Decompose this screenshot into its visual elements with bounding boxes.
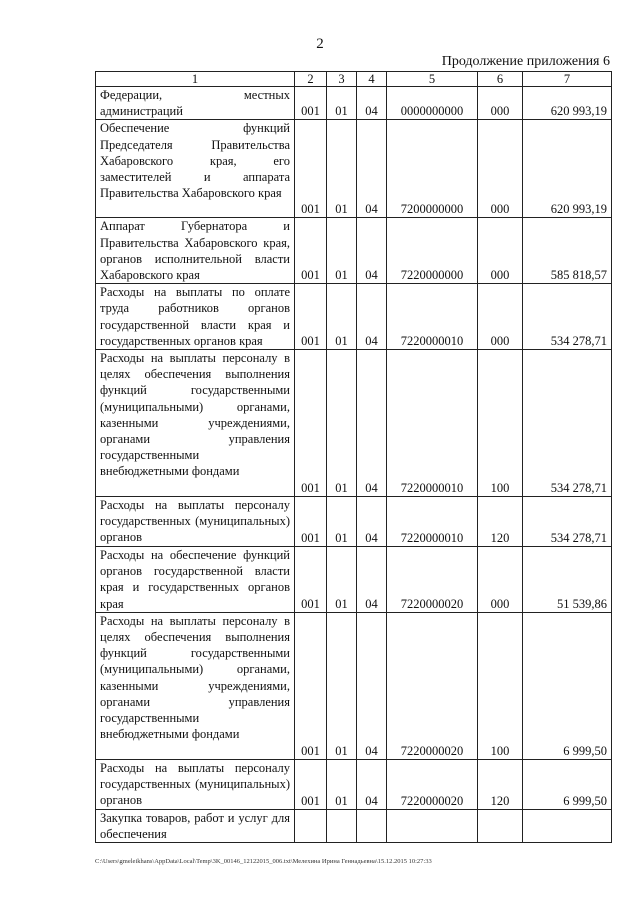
cell-subsection: 04 [357,612,387,759]
cell-type: 120 [478,497,523,547]
cell-target [387,809,478,842]
cell-subsection: 04 [357,350,387,497]
table-row [96,547,612,613]
cell-amount: 620 993,19 [523,120,612,218]
cell-amount: 620 993,19 [523,87,612,120]
footer-file-path: C:\Users\gmeleikhans\AppData\Local\Temp\3K_00146_12122015_006.txt\Мелехина Ирина Геннадьевна\15.12.2015 10:27:33 [95,858,432,865]
cell-amount: 585 818,57 [523,218,612,284]
header-cell: 5 [387,72,478,87]
header-cell: 7 [523,72,612,87]
cell-subsection [357,809,387,842]
table-row [96,218,612,284]
cell-target: 7200000000 [387,120,478,218]
row-name: Обеспечение функций Председателя Правительства Хабаровского края, его заместителей и аппарата Правительства Хабаровского края [96,120,295,218]
header-cell: 3 [327,72,357,87]
cell-type: 000 [478,120,523,218]
cell-code: 001 [295,284,327,350]
cell-target: 0000000000 [387,87,478,120]
cell-type: 000 [478,218,523,284]
cell-code [295,809,327,842]
header-cell: 6 [478,72,523,87]
cell-subsection: 04 [357,284,387,350]
cell-code: 001 [295,497,327,547]
cell-target: 7220000000 [387,218,478,284]
cell-subsection: 04 [357,497,387,547]
row-name: Расходы на обеспечение функций органов государственной власти края и государственных органов края [96,547,295,613]
cell-type [478,809,523,842]
table-row [96,87,612,120]
cell-amount: 6 999,50 [523,612,612,759]
table-row [96,759,612,809]
cell-code: 001 [295,87,327,120]
cell-code: 001 [295,218,327,284]
cell-section: 01 [327,350,357,497]
row-name: Расходы на выплаты персоналу государственных (муниципальных) органов [96,759,295,809]
cell-type: 100 [478,612,523,759]
cell-amount: 534 278,71 [523,284,612,350]
cell-amount: 534 278,71 [523,497,612,547]
cell-type: 000 [478,284,523,350]
cell-subsection: 04 [357,87,387,120]
header-cell: 4 [357,72,387,87]
cell-target: 7220000010 [387,350,478,497]
cell-amount: 51 539,86 [523,547,612,613]
cell-target: 7220000020 [387,547,478,613]
row-name: Расходы на выплаты персоналу государственных (муниципальных) органов [96,497,295,547]
cell-section: 01 [327,218,357,284]
cell-type: 000 [478,547,523,613]
cell-subsection: 04 [357,759,387,809]
cell-amount: 6 999,50 [523,759,612,809]
cell-section: 01 [327,497,357,547]
row-name: Расходы на выплаты по оплате труда работников органов государственной власти края и государственных органов края [96,284,295,350]
table-row [96,497,612,547]
table-row [96,809,612,842]
header-cell: 2 [295,72,327,87]
cell-subsection: 04 [357,120,387,218]
row-name: Закупка товаров, работ и услуг для обеспечения [96,809,295,842]
header-cell: 1 [96,72,295,87]
cell-target: 7220000020 [387,612,478,759]
page-number: 2 [316,36,324,52]
row-name: Расходы на выплаты персоналу в целях обеспечения выполнения функций государственными (муниципальными) органами, казенными учреждениями, органами управления государственными внебюджетными фондами [96,350,295,497]
table-row [96,120,612,218]
cell-section [327,809,357,842]
cell-subsection: 04 [357,218,387,284]
row-name: Федерации, местных администраций [96,87,295,120]
cell-target: 7220000010 [387,284,478,350]
cell-code: 001 [295,547,327,613]
cell-code: 001 [295,350,327,497]
cell-amount: 534 278,71 [523,350,612,497]
cell-section: 01 [327,759,357,809]
continuation-title: Продолжение приложения 6 [441,54,610,69]
cell-type: 120 [478,759,523,809]
cell-code: 001 [295,759,327,809]
cell-section: 01 [327,612,357,759]
cell-type: 100 [478,350,523,497]
table-header-row [96,72,612,87]
row-name: Расходы на выплаты персоналу в целях обеспечения выполнения функций государственными (муниципальными) органами, казенными учреждениями, органами управления государственными внебюджетными фондами [96,612,295,759]
cell-amount [523,809,612,842]
cell-subsection: 04 [357,547,387,613]
cell-section: 01 [327,284,357,350]
table-row [96,350,612,497]
cell-target: 7220000020 [387,759,478,809]
cell-code: 001 [295,612,327,759]
cell-target: 7220000010 [387,497,478,547]
cell-section: 01 [327,87,357,120]
cell-section: 01 [327,547,357,613]
table-row [96,612,612,759]
table-row [96,284,612,350]
cell-type: 000 [478,87,523,120]
budget-table [95,71,612,843]
cell-section: 01 [327,120,357,218]
cell-code: 001 [295,120,327,218]
row-name: Аппарат Губернатора и Правительства Хабаровского края, органов исполнительной власти Хабаровского края [96,218,295,284]
